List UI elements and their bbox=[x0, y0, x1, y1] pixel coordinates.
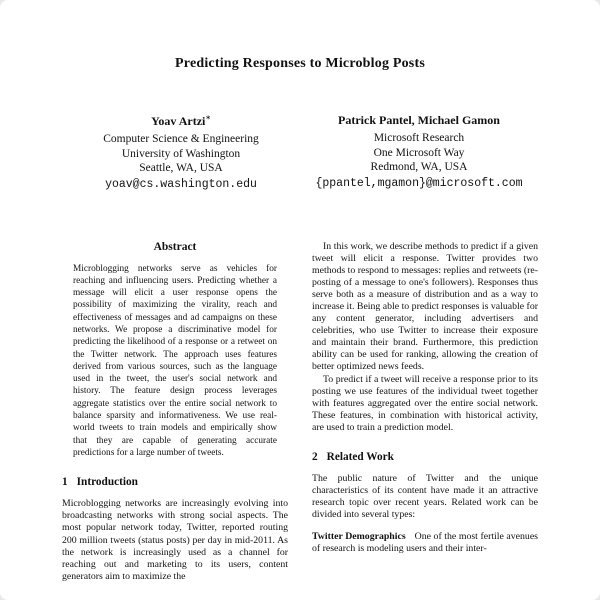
paper-title: Predicting Responses to Microblog Posts bbox=[175, 56, 425, 71]
author-affiliation-line: Seattle, WA, USA bbox=[139, 162, 223, 174]
author-affiliation-line: Microsoft Research bbox=[373, 132, 465, 144]
twitter-demographics-paragraph bbox=[312, 531, 538, 555]
author-block-1 bbox=[62, 112, 300, 191]
body-paragraph: In this work, we describe methods to predict if a given tweet will elicit a response. Twitter provides two methods to respond to messages: replies and retweets (re-posting of a message to one's followers). Responses thus serve both as a measure of distribution and as a way to increase it. Being able to predict responses is valuable for any content generator, including advertisers and celebrities, who use Twitter to increase their exposure and maintain their brand. Furthermore, this prediction ability can be used for ranking, allowing the creation of better optimized news feeds. bbox=[312, 240, 538, 373]
author-name-2 bbox=[300, 112, 538, 128]
runin-text: One of the most fertile avenues of research is modeling users and their inter- bbox=[312, 531, 538, 555]
author-name-text: Patrick Pantel, Michael Gamon bbox=[338, 113, 500, 127]
body-paragraph: To predict if a tweet will receive a response prior to its posting we use features of the individual tweet together with features aggregated over the entire social network. These features, in combination with historical activity, are used to train a prediction model. bbox=[312, 373, 538, 433]
author-section bbox=[62, 112, 538, 191]
author-email-2: {ppantel,mgamon}@microsoft.com bbox=[315, 176, 523, 190]
section-title: Introduction bbox=[76, 476, 138, 489]
introduction-paragraph: Microblogging networks are increasingly evolving into broadcasting networks with strong social aspects. The most popular network today, Twitter, reported routing 200 million tweets (status posts) per day in mid-2011. As the network is increasingly used as a channel for reaching out and marketing to its users, content generators aim to maximize the bbox=[62, 498, 288, 582]
abstract-text: Microblogging networks serve as vehicles for reaching and influencing users. Predicting whether a message will elicit a user response opens the possibility of maximizing the virality, reach and effectiveness of messages and ad campaigns on these networks. We propose a discriminative model for predicting the likelihood of a response or a retweet on the Twitter network. The approach uses features derived from various sources, such as the language used in the tweet, the user's social network and history. The feature design process leverages aggregate statistics over the entire social network to balance sparsity and informativeness. We use real-world tweets to train models and empirically show that they are capable of generating accurate predictions for a large number of tweets. bbox=[73, 263, 277, 458]
author-affiliation-line: Redmond, WA, USA bbox=[370, 161, 468, 173]
section-number: 1 bbox=[62, 476, 68, 489]
left-column bbox=[62, 241, 288, 583]
abstract-block bbox=[62, 241, 288, 460]
author-name-text: Yoav Artzi bbox=[151, 114, 206, 128]
author-block-2 bbox=[300, 112, 538, 191]
section-title: Related Work bbox=[326, 451, 394, 463]
section-heading-introduction bbox=[62, 476, 288, 488]
section-number: 2 bbox=[312, 451, 318, 463]
author-affiliation-line: University of Washington bbox=[121, 147, 241, 160]
section-heading-related-work bbox=[312, 451, 538, 463]
author-affiliation-line: Computer Science & Engineering bbox=[103, 133, 259, 145]
author-email-1: yoav@cs.washington.edu bbox=[105, 177, 257, 191]
author-footnote-mark: ∗ bbox=[205, 113, 211, 122]
related-work-paragraph: The public nature of Twitter and the unique characteristics of its content have made it an attractive research topic over recent years. Related work can be divided into several types: bbox=[312, 473, 538, 521]
author-affiliation-line: One Microsoft Way bbox=[373, 146, 465, 159]
two-column-body bbox=[62, 241, 538, 583]
author-name-1 bbox=[62, 112, 300, 129]
right-column bbox=[312, 241, 538, 583]
abstract-heading: Abstract bbox=[153, 240, 197, 253]
runin-heading: Twitter Demographics bbox=[312, 531, 406, 543]
